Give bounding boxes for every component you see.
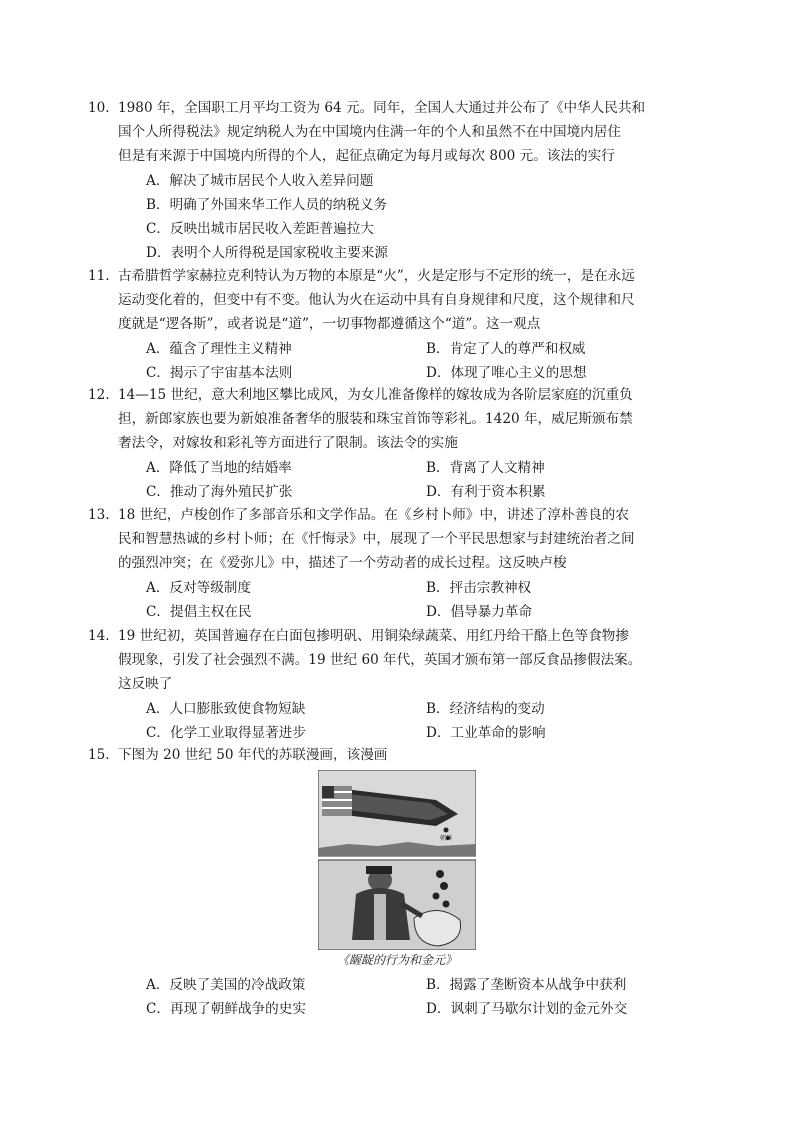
stem-line: 的强烈冲突；在《爱弥儿》中，描述了一个劳动者的成长过程。这反映卢梭 — [118, 555, 567, 572]
option-d[interactable]: D．工业革命的影响 — [426, 724, 546, 741]
stem-line: 但是有来源于中国境内所得的个人，起征点确定为每月或每次 800 元。该法的实行 — [118, 148, 615, 165]
option-a[interactable]: A．蕴含了理性主义精神 — [146, 340, 292, 357]
stem-line: 1980 年，全国职工月平均工资为 64 元。同年，全国人大通过并公布了《中华人民共和 — [118, 100, 646, 116]
question-stem — [118, 624, 698, 697]
stem-line: 19 世纪初，英国普遍存在白面包掺明矾、用铜染绿蔬菜、用红丹给干酪上色等食物掺 — [118, 628, 629, 644]
question-15 — [88, 743, 698, 767]
question-10 — [88, 96, 698, 265]
options — [118, 456, 698, 504]
question-11 — [88, 264, 698, 385]
option-d[interactable]: D．讽刺了马歇尔计划的金元外交 — [426, 1001, 628, 1018]
stem-line: 民和智慧热诚的乡村卜师；在《忏悔录》中，展现了一个平民思想家与封建统治者之间 — [118, 531, 635, 548]
stem-line: 度就是“逻各斯”，或者说是“道”，一切事物都遵循这个“道”。这一观点 — [118, 316, 541, 333]
question-15-options — [118, 973, 698, 1021]
option-a[interactable]: A．反对等级制度 — [146, 579, 251, 596]
option-b[interactable]: B．抨击宗教神权 — [426, 579, 532, 596]
stem-line: 这反映了 — [118, 676, 173, 693]
options — [118, 576, 698, 624]
question-stem — [118, 96, 698, 169]
stem-line: 奢法令，对嫁妆和彩礼等方面进行了限制。该法令的实施 — [118, 435, 458, 452]
options — [118, 337, 698, 385]
option-a[interactable]: A．人口膨胀致使食物短缺 — [146, 700, 306, 717]
options — [118, 169, 698, 266]
option-b[interactable]: B．背离了人文精神 — [426, 459, 545, 476]
option-d[interactable]: D．倡导暴力革命 — [426, 603, 533, 620]
option-b[interactable]: B．经济结构的变动 — [426, 700, 545, 717]
option-b[interactable]: B．明确了外国来华工作人员的纳税义务 — [146, 196, 388, 213]
option-c[interactable]: C．揭示了宇宙基本法则 — [146, 364, 293, 381]
option-a[interactable]: A．反映了美国的冷战政策 — [146, 977, 306, 993]
option-d[interactable]: D．体现了唯心主义的思想 — [426, 364, 587, 381]
question-number: 13. — [88, 507, 110, 523]
question-number: 15. — [88, 747, 110, 763]
stem-line: 下图为 20 世纪 50 年代的苏联漫画，该漫画 — [118, 747, 388, 763]
question-13 — [88, 503, 698, 624]
option-c[interactable]: C．再现了朝鲜战争的史实 — [146, 1001, 306, 1018]
question-stem — [118, 743, 698, 767]
cartoon-figure — [318, 770, 476, 950]
option-c[interactable]: C．推动了海外殖民扩张 — [146, 483, 293, 500]
figure-caption: 《龌龊的行为和金元》 — [336, 953, 457, 967]
option-b[interactable]: B．揭露了垄断资本从战争中获利 — [426, 977, 627, 993]
option-b[interactable]: B．肯定了人的尊严和权威 — [426, 340, 586, 357]
question-number: 12. — [88, 387, 110, 403]
cartoon-image — [318, 770, 476, 950]
stem-line: 18 世纪，卢梭创作了多部音乐和文学作品。在《乡村卜师》中，讲述了淳朴善良的农 — [118, 507, 629, 523]
stem-line: 国个人所得税法》规定纳税人为在中国境内住满一年的个人和虽然不在中国境内居住 — [118, 124, 621, 141]
question-number: 14. — [88, 628, 110, 644]
question-12 — [88, 383, 698, 504]
cartoon-label: 朝鲜 — [440, 835, 453, 842]
options — [118, 973, 698, 1021]
question-stem — [118, 503, 698, 576]
stem-line: 古希腊哲学家赫拉克利特认为万物的本原是“火”，火是定形与不定形的统一，是在永远 — [118, 268, 635, 284]
option-c[interactable]: C．化学工业取得显著进步 — [146, 724, 306, 741]
option-c[interactable]: C．反映出城市居民收入差距普遍拉大 — [146, 220, 374, 237]
question-number: 11. — [88, 268, 110, 284]
question-stem — [118, 383, 698, 456]
option-c[interactable]: C．提倡主权在民 — [146, 603, 252, 620]
stem-line: 假现象，引发了社会强烈不满。19 世纪 60 年代，英国才颁布第一部反食品掺假法案。 — [118, 652, 642, 669]
stem-line: 运动变化着的，但变中有不变。他认为火在运动中具有自身规律和尺度，这个规律和尺 — [118, 292, 635, 309]
question-stem — [118, 264, 698, 337]
option-d[interactable]: D．表明个人所得税是国家税收主要来源 — [146, 245, 388, 262]
question-number: 10. — [88, 100, 110, 116]
stem-line: 14—15 世纪，意大利地区攀比成风，为女儿准备像样的嫁妆成为各阶层家庭的沉重负 — [118, 387, 633, 403]
question-14 — [88, 624, 698, 745]
option-a[interactable]: A．解决了城市居民个人收入差异问题 — [146, 172, 374, 189]
options — [118, 697, 698, 745]
option-a[interactable]: A．降低了当地的结婚率 — [146, 459, 292, 476]
option-d[interactable]: D．有利于资本积累 — [426, 483, 546, 500]
stem-line: 担，新郎家族也要为新娘准备奢华的服装和珠宝首饰等彩礼。1420 年，威尼斯颁布禁 — [118, 411, 633, 428]
